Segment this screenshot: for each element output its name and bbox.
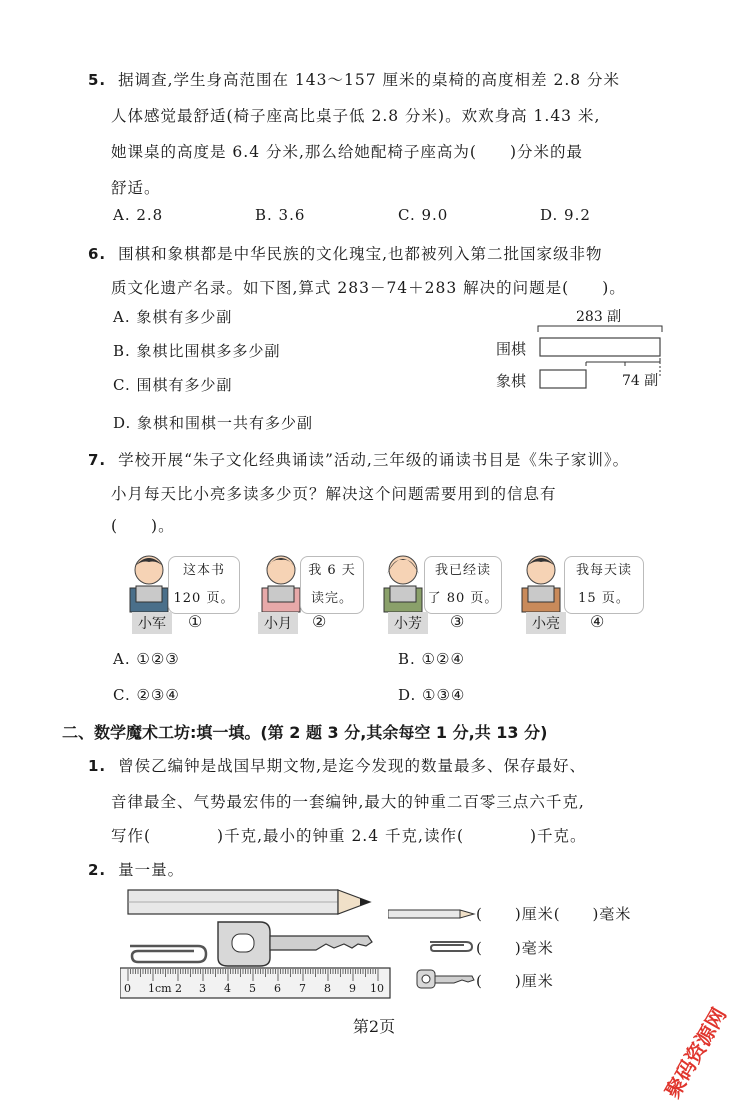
ruler-tick-label: 8 (324, 982, 331, 995)
info-number: ① (188, 612, 203, 631)
question-5-line2: 人体感觉最舒适(椅子座高比桌子低 2.8 分米)。欢欢身高 1.43 米, (111, 107, 601, 125)
question-number: 2. (88, 861, 107, 879)
row-label-weiqi: 围棋 (496, 340, 527, 358)
ruler-tick-label: 5 (249, 982, 256, 995)
ruler-tick-label: 9 (349, 982, 356, 995)
small-pencil-icon (388, 905, 478, 924)
question-7: 7. 学校开展“朱子文化经典诵读”活动,三年级的诵读书目是《朱子家训》。 (88, 451, 630, 469)
answer-pencil[interactable]: ( )厘米( )毫米 (476, 905, 632, 923)
question-6-line2: 质文化遗产名录。如下图,算式 283－74＋283 解决的问题是( )。 (111, 279, 626, 297)
question-5: 5. 据调查,学生身高范围在 143～157 厘米的桌椅的高度相差 2.8 分米 (88, 71, 621, 89)
option-c[interactable]: C. ②③④ (113, 686, 180, 704)
difference-label: 74 副 (622, 373, 659, 389)
ruler-tick-label: 7 (299, 982, 306, 995)
section2-question-1-line3: 写作( )千克,最小的钟重 2.4 千克,读作( )千克。 (111, 827, 587, 845)
speech-bubble: 我每天读 15 页。 (564, 556, 644, 614)
total-label: 283 副 (576, 309, 622, 325)
option-a[interactable]: A. 2.8 (113, 206, 164, 224)
question-6: 6. 围棋和象棋都是中华民族的文化瑰宝,也都被列入第二批国家级非物 (88, 245, 603, 263)
small-paperclip-icon (428, 938, 474, 957)
option-d[interactable]: D. 9.2 (540, 206, 591, 224)
answer-paperclip[interactable]: ( )毫米 (476, 939, 554, 957)
section2-question-1-line2: 音律最全、气势最宏伟的一套编钟,最大的钟重二百零三点六千克, (111, 793, 585, 811)
option-b[interactable]: B. ①②④ (398, 650, 465, 668)
speech-bubble: 这本书 120 页。 (168, 556, 240, 614)
info-number: ④ (590, 612, 605, 631)
speech-bubble: 我 6 天 读完。 (300, 556, 364, 614)
option-b[interactable]: B. 象棋比围棋多多少副 (113, 342, 281, 360)
section2-question-1: 1. 曾侯乙编钟是战国早期文物,是迄今发现的数量最多、保存最好、 (88, 757, 587, 775)
speech-bubble: 我已经读 了 80 页。 (424, 556, 502, 614)
question-7-line3: ( )。 (111, 517, 175, 535)
child-reading-icon (376, 552, 430, 618)
ruler-tick-label: 2 (175, 982, 182, 995)
section-title: 二、数学魔术工坊:填一填。(第 2 题 3 分,其余每空 1 分,共 13 分) (62, 723, 548, 742)
row-label-xiangqi: 象棋 (496, 372, 527, 390)
watermark: 聚码资源网 (660, 1003, 732, 1103)
answer-key[interactable]: ( )厘米 (476, 972, 554, 990)
child-reading-icon (514, 552, 568, 618)
option-d[interactable]: D. ①③④ (398, 686, 466, 704)
name-label: 小月 (258, 612, 298, 634)
question-5-line3: 她课桌的高度是 6.4 分米,那么给她配椅子座高为( )分米的最 (111, 143, 584, 161)
ruler (120, 968, 390, 998)
name-label: 小军 (132, 612, 172, 634)
option-c[interactable]: C. 围棋有多少副 (113, 376, 233, 394)
ruler-tick-label: 1cm (148, 982, 172, 995)
name-label: 小亮 (526, 612, 566, 634)
name-label: 小芳 (388, 612, 428, 634)
info-cards (118, 548, 658, 638)
page-number: 第2页 (352, 1017, 396, 1036)
question-number: 5. (88, 71, 107, 89)
bar-diagram (490, 306, 690, 396)
option-a[interactable]: A. 象棋有多少副 (113, 308, 233, 326)
option-d[interactable]: D. 象棋和围棋一共有多少副 (113, 414, 314, 432)
ruler-tick-marks (120, 969, 390, 983)
small-key-icon (416, 968, 476, 994)
ruler-tick-label: 0 (124, 982, 131, 995)
question-7-line2: 小月每天比小亮多读多少页？解决这个问题需要用到的信息有 (111, 485, 557, 503)
section2-question-2: 2. 量一量。 (88, 861, 185, 879)
question-number: 6. (88, 245, 107, 263)
measuring-figure (120, 888, 400, 1000)
option-c[interactable]: C. 9.0 (398, 206, 449, 224)
question-number: 1. (88, 757, 107, 775)
info-number: ② (312, 612, 327, 631)
option-a[interactable]: A. ①②③ (113, 650, 180, 668)
option-b[interactable]: B. 3.6 (255, 206, 306, 224)
info-number: ③ (450, 612, 465, 631)
ruler-tick-label: 4 (224, 982, 231, 995)
ruler-tick-label: 6 (274, 982, 281, 995)
question-5-line4: 舒适。 (111, 179, 161, 197)
ruler-tick-label: 3 (199, 982, 206, 995)
ruler-tick-label: 10 (370, 982, 384, 995)
question-number: 7. (88, 451, 107, 469)
